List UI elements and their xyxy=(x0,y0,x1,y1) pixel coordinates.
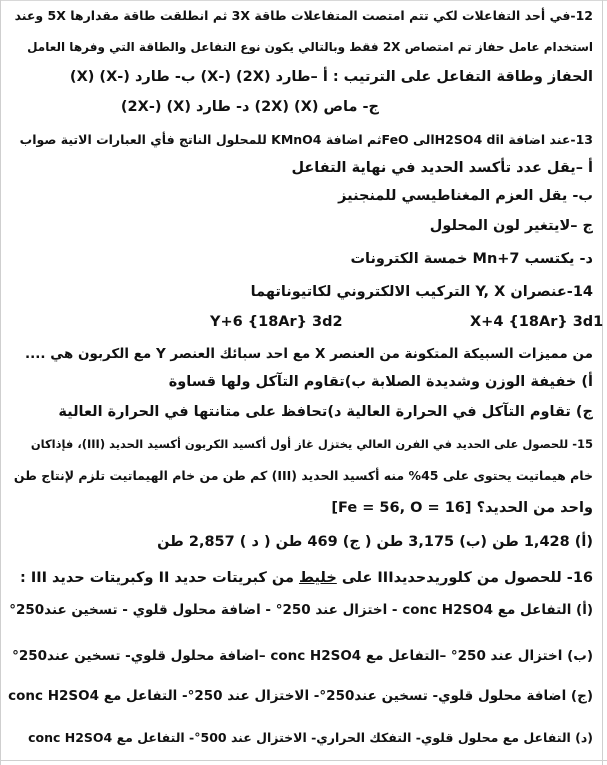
page-border-left xyxy=(0,0,1,765)
q15-line-1: 15- للحصول على الحديد في الفرن العالي يختزل غاز أول أكسيد الكربون أكسيد الحديد (III)، فإذاكان xyxy=(30,437,593,451)
q14-options-ab: أ) خفيفة الوزن وشديدة الصلابة ب)تقاوم التآكل ولها قساوة xyxy=(168,374,593,390)
q14-options-cd: ج) تقاوم التآكل في الحرارة العالية د)تحافظ على متانتها في الحرارة العالية xyxy=(58,404,593,420)
q13-option-c: ج –لايتغير لون المحلول xyxy=(429,218,593,234)
q12-line-2: استخدام عامل حفاز تم امتصاص 2X فقط وبالتالي يكون نوع التفاعل والطاقة التي وفرها العامل xyxy=(27,40,593,54)
q13-option-b: ب- يقل العزم المغناطيسي للمنجنيز xyxy=(338,188,593,204)
q12-line-3: الحفاز وطاقة التفاعل على الترتيب : أ –طارد (2X) (-X) ب- طارد (-X) (X) xyxy=(69,69,593,85)
q16-option-a: (أ) التفاعل مع conc H2SO4 - اختزال عند 250° - اضافة محلول قلوي - تسخين عند250° xyxy=(9,602,593,618)
page-border-top xyxy=(0,0,607,1)
q16-option-b: (ب) اختزال عند 250° –التفاعل مع conc H2SO4 –اضافة محلول قلوي- تسخين عند250° xyxy=(12,648,593,664)
q12-line-4: ج- ماص (X) (2X) د- طارد (X) (-2X) xyxy=(120,99,379,115)
q14-line-2: من مميزات السبيكة المتكونة من العنصر X مع احد سبائك العنصر Y مع الكربون هي .... xyxy=(25,346,593,362)
q14-line-1: 14-عنصران Y, X التركيب الالكتروني لكاتيوناتهما xyxy=(250,284,593,300)
q16-option-c: (ج) اضافة محلول قلوي- تسخين عند250°- الاختزال عند 250°- التفاعل مع conc H2SO4 xyxy=(8,688,593,704)
q16-underlined-word: خليط xyxy=(298,570,337,586)
q15-line-2: خام هيماتيت يحتوى على 45% منه أكسيد الحديد (III) كم طن من خام الهيماتيت تلزم لإنتاج طن xyxy=(13,468,593,483)
q16-line-1-end: من كبريتات حديد II وكبريتات حديد III : xyxy=(19,570,299,586)
q15-line-3: واحد من الحديد؟ [Fe = 56, O = 16] xyxy=(331,500,593,516)
q15-options: (أ) 1,428 طن (ب) 3,175 طن ( ج) 469 طن ( د ) 2,857 طن xyxy=(157,534,593,550)
q14-x-config: X+4 {18Ar} 3d1 xyxy=(470,314,604,330)
page-border-bottom xyxy=(0,760,607,761)
q16-line-1 xyxy=(20,568,593,588)
q12-line-1: 12-في أحد التفاعلات لكي تتم امتصت المتفاعلات طاقة 3X ثم انطلقت طاقة مقدارها 5X وعند xyxy=(14,8,593,23)
q13-option-a: أ –يقل عدد تأكسد الحديد في نهاية التفاعل xyxy=(291,160,593,176)
page-border-right xyxy=(602,0,603,765)
q14-y-config: Y+6 {18Ar} 3d2 xyxy=(210,314,343,330)
q13-option-d: د- يكتسب Mn+7 خمسة الكترونات xyxy=(350,251,593,267)
q16-option-d: (د) التفاعل مع محلول قلوي- التفكك الحراري- الاختزال عند 500°- التفاعل مع conc H2SO4 xyxy=(28,730,593,745)
q16-line-1-start: 16- للحصول من كلوريدحديدIII على xyxy=(336,570,593,586)
q13-line-1: 13-عند اضافة H2SO4 dilالى FeOثم اضافة KMnO4 للمحلول الناتج فأي العبارات الاتية صواب xyxy=(19,132,593,147)
